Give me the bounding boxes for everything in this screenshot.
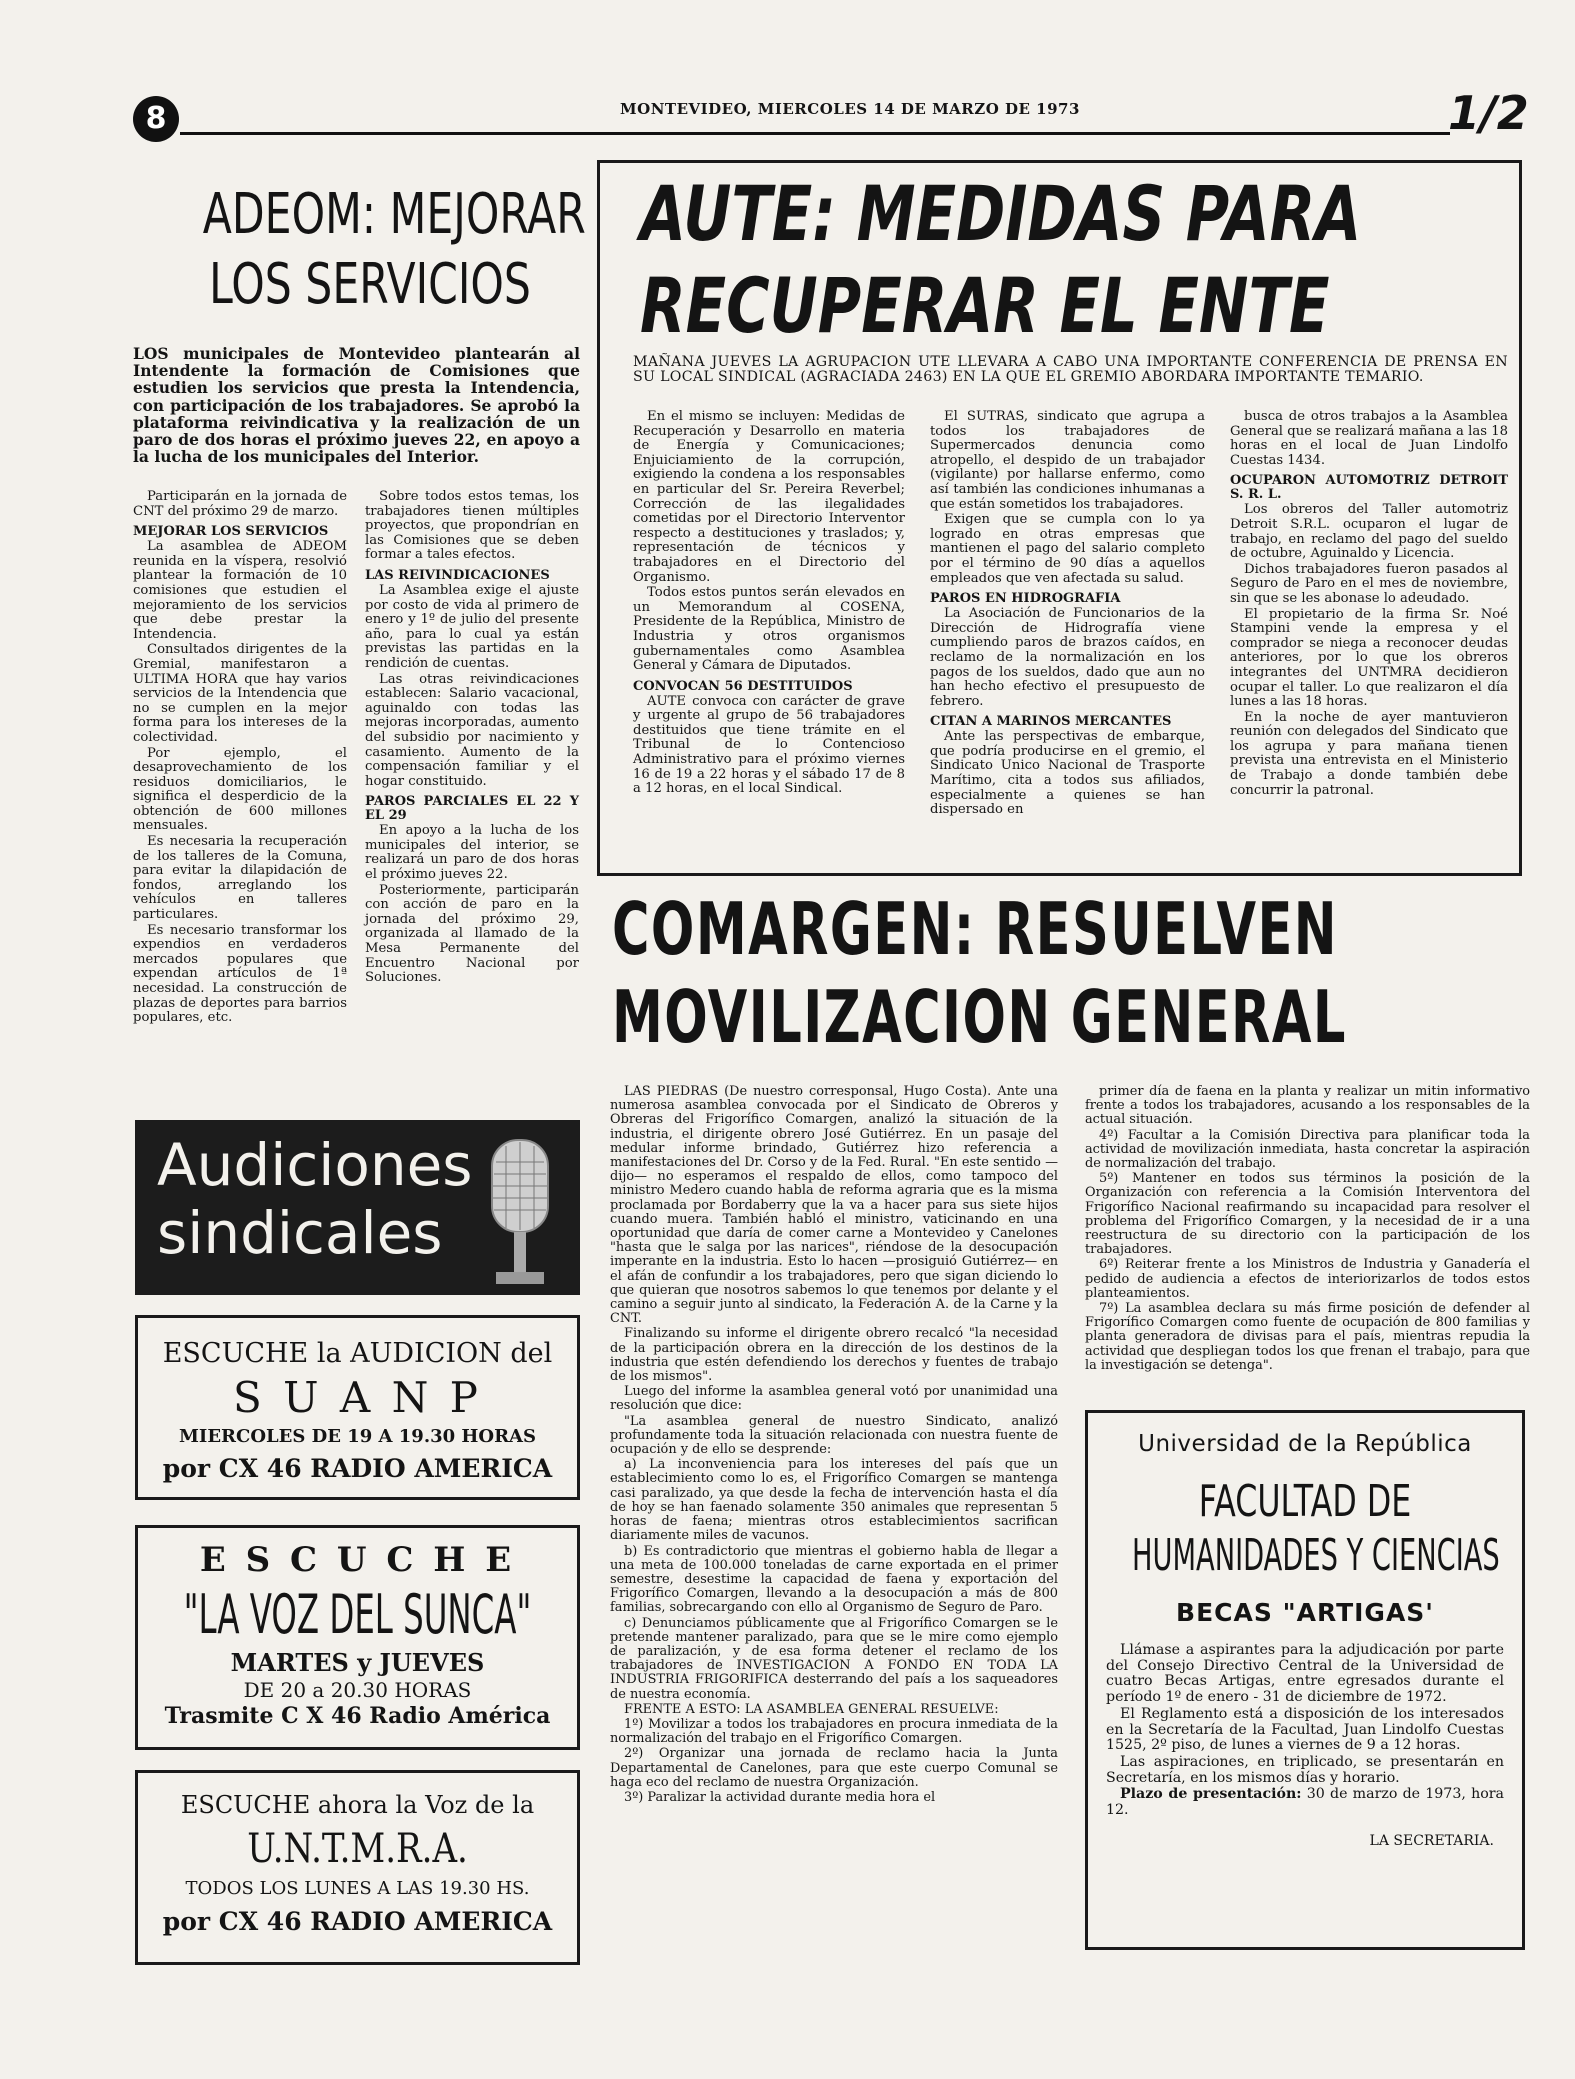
- ad-suanp-line4: por CX 46 RADIO AMERICA: [162, 1454, 553, 1483]
- ad-sunca-line4: DE 20 a 20.30 HORAS: [243, 1678, 472, 1702]
- paragraph: La Asociación de Funcionarios de la Dirección de Hidrografía viene cumpliendo paros de brazos caídos, en reclamo de la normalización en los pagos de los sueldos, dado que aun no han hecho efectivo el presupuesto de febrero.: [930, 606, 1205, 709]
- audiciones-line1: Audiciones: [157, 1131, 473, 1199]
- ad-sunca-line1: E S C U C H E: [199, 1540, 516, 1580]
- aute-col3: [1230, 410, 1508, 799]
- aute-headline: [640, 168, 1500, 352]
- paragraph: El SUTRAS, sindicato que agrupa a todos los trabajadores de Supermercados denuncia como atropello, el despido de un trabajador (vigilante) por hallarse enfermo, como así también las condiciones inhumanas a que están sometidos los trabajadores.: [930, 409, 1205, 512]
- comargen-headline-line1: COMARGEN: RESUELVEN: [612, 887, 1338, 971]
- page-number-badge: 8: [133, 96, 179, 142]
- subheading: CITAN A MARINOS MERCANTES: [930, 714, 1172, 730]
- ad-untmra-line2: U.N.T.M.R.A.: [247, 1826, 468, 1872]
- paragraph: La asamblea de ADEOM reunida en la víspera, resolvió plantear la formación de 10 comisiones que estudien el mejoramiento de los servicios que debe prestar la Intendencia.: [133, 539, 347, 642]
- ad-untmra-line4: por CX 46 RADIO AMERICA: [162, 1907, 553, 1936]
- subheading: OCUPARON AUTOMOTRIZ DETROIT S. R. L.: [1230, 473, 1508, 503]
- paragraph: a) La inconveniencia para los intereses del país que un establecimiento como lo es, el Frigorífico Comargen se mantenga casi paralizado, ya que desde la fecha de intervención hasta el día de hoy se han faenado solamente 350 animales que representan 5 horas de faena; mientras otros establecimientos sacrifican diariamente miles de vacunos.: [610, 1457, 1058, 1544]
- paragraph: Los obreros del Taller automotriz Detroit S.R.L. ocuparon el lugar de trabajo, en reclamo del pago del sueldo de octubre, Aguinaldo y Licencia.: [1230, 502, 1508, 562]
- university-line2: FACULTAD DE: [1198, 1476, 1412, 1527]
- university-line1: Universidad de la República: [1138, 1431, 1472, 1457]
- paragraph: 3º) Paralizar la actividad durante media hora el: [624, 1789, 936, 1805]
- university-p4: [1106, 1787, 1504, 1818]
- subheading: CONVOCAN 56 DESTITUIDOS: [633, 678, 853, 694]
- aute-lead: MAÑANA JUEVES LA AGRUPACION UTE LLEVARA A CABO UNA IMPORTANTE CONFERENCIA DE PRENSA EN SU LOCAL SINDICAL (AGRACIADA 2463) EN LA QUE EL GREMIO ABORDARA IMPORTANTE TEMARIO.: [633, 354, 1508, 385]
- paragraph: Es necesario transformar los expendios en verdaderos mercados populares que expendan artículos de 1ª necesidad. La construcción de plazas de deportes para barrios populares, etc.: [133, 922, 347, 1026]
- paragraph: Sobre todos estos temas, los trabajadores tienen múltiples proyectos, que propondrían en las Comisiones que se deben formar a tales efectos.: [365, 489, 579, 563]
- adeom-col2: [365, 490, 579, 987]
- paragraph: 5º) Mantener en todos sus términos la posición de la Organización con referencia a la Comisión Interventora del Frigorífico Nacional reafirmando su incapacidad para resolver el problema del Frigorífico Comargen, y la necesidad de ir a una reestructura de su directorio con la participación de los trabajadores.: [1085, 1171, 1530, 1258]
- paragraph: Dichos trabajadores fueron pasados al Seguro de Paro en el mes de noviembre, sin que se les abonase lo adeudado.: [1230, 561, 1508, 606]
- paragraph: Por ejemplo, el desaprovechamiento de los residuos domiciliarios, le significa el desperdicio de la obtención de 600 millones mensuales.: [133, 745, 347, 834]
- paragraph: En la noche de ayer mantuvieron reunión con delegados del Sindicato que los agrupa y para mañana tienen prevista una entrevista en el Ministerio de Trabajo a donde también debe concurrir la patronal.: [1230, 709, 1508, 798]
- paragraph: Las otras reivindicaciones establecen: Salario vacacional, aguinaldo con todas las mejoras incorporadas, aumento del subsidio por nacimiento y casamiento. Aumento de la compensación familiar y el hogar constituido.: [365, 671, 579, 789]
- university-p2: El Reglamento está a disposición de los interesados en la Secretaría de la Facultad, Juan Lindolfo Cuestas 1525, 2º piso, de lunes a viernes de 9 a 12 horas.: [1106, 1705, 1504, 1754]
- comargen-headline: [612, 885, 1532, 1061]
- paragraph: busca de otros trabajos a la Asamblea General que se realizará mañana a las 18 horas en el local de Juan Lindolfo Cuestas 1434.: [1230, 409, 1508, 468]
- aute-headline-line1: AUTE: MEDIDAS PARA: [640, 169, 1362, 258]
- university-p1: Llámase a aspirantes para la adjudicación por parte del Consejo Directivo Central de la Universidad de cuatro Becas Artigas, entre egresados durante el período 1º de enero - 31 de diciembre de 1972.: [1106, 1642, 1504, 1706]
- paragraph: 4º) Facultar a la Comisión Directiva para planificar toda la actividad de movilización inmediata, hasta concretar la aspiración de normalización del trabajo.: [1085, 1127, 1530, 1172]
- microphone-icon: [470, 1132, 570, 1292]
- paragraph: Exigen que se cumpla con lo ya logrado en otras empresas que mantienen el pago del salario completo por el término de 90 días a aquellos empleados que ven afectada su salud.: [930, 512, 1205, 586]
- paragraph: Posteriormente, participarán con acción de paro en la jornada del próximo 29, organizada al llamado de la Mesa Permanente del Encuentro Nacional por Soluciones.: [365, 882, 579, 986]
- ad-untmra-line3: TODOS LOS LUNES A LAS 19.30 HS.: [185, 1878, 530, 1899]
- ad-sunca-line2: "LA VOZ DEL SUNCA": [183, 1583, 532, 1646]
- ad-untmra: [135, 1770, 580, 1965]
- ad-sunca-line5: Trasmite C X 46 Radio América: [164, 1703, 551, 1729]
- paragraph: En el mismo se incluyen: Medidas de Recuperación y Desarrollo en materia de Energía y Comunicaciones; Enjuiciamiento de la corrupción, exigiendo la condena a los responsables en particular del Sr. Pereira Reverbel; Corrección de las ilegalidades cometidas por el Directorio Interventor respecto a destituciones y traslados; y, representación de técnicos y trabajadores en el Directorio del Organismo.: [633, 409, 905, 585]
- paragraph: 7º) La asamblea declara su más firme posición de defender al Frigorífico Comargen como fuente de ocupación de 800 familias y planta generadora de divisas para el país, mientras repudia la actividad que despliegan todos los que frenan el trabajo, para que la investigación se detenga".: [1085, 1301, 1530, 1373]
- comargen-headline-line2: MOVILIZACION GENERAL: [612, 975, 1347, 1059]
- ad-suanp-line1: ESCUCHE la AUDICION del: [162, 1338, 553, 1369]
- paragraph: AUTE convoca con carácter de grave y urgente al grupo de 56 trabajadores destituidos que tiene trámite en el Tribunal de lo Contencioso Administrativo para el próximo viernes 16 de 19 a 22 horas y el sábado 17 de 8 a 12 horas, en el local Sindical.: [633, 693, 905, 797]
- subheading: PAROS EN HIDROGRAFIA: [930, 591, 1121, 607]
- audiciones-sindicales-banner: [135, 1120, 580, 1295]
- newspaper-logo: 1/2: [1448, 86, 1529, 140]
- paragraph: Participarán en la jornada de CNT del próximo 29 de marzo.: [133, 489, 347, 519]
- university-signature: LA SECRETARIA.: [1369, 1832, 1494, 1849]
- ad-suanp: [135, 1315, 580, 1500]
- university-p4-value: 30 de marzo de 1973, hora 12.: [1106, 1786, 1504, 1819]
- paragraph: FRENTE A ESTO: LA ASAMBLEA GENERAL RESUELVE:: [624, 1701, 999, 1717]
- university-line4: BECAS "ARTIGAS': [1176, 1598, 1434, 1627]
- aute-headline-line2: RECUPERAR EL ENTE: [640, 261, 1330, 350]
- paragraph: El propietario de la firma Sr. Noé Stampini vende la empresa y el comprador se niega a reconocer deudas anteriores, por lo que los obreros integrantes del UNTMRA decidieron ocupar el taller. Lo que realizaron el día lunes a las 18 horas.: [1230, 606, 1508, 710]
- ad-sunca: [135, 1525, 580, 1750]
- paragraph: c) Denunciamos públicamente que al Frigorífico Comargen se le pretende mantener paralizado, para que se le mire como ejemplo de paralización, y de esa forma detener el reclamo de los trabajadores de INVESTIGACION A FONDO EN TODA LA INDUSTRIA FRIGORIFICA desterrando del país a los saqueadores de nuestra economía.: [610, 1615, 1058, 1702]
- header-rule: [180, 132, 1450, 135]
- adeom-headline: [150, 180, 590, 320]
- university-notice: [1085, 1410, 1525, 1950]
- comargen-col2: [1085, 1085, 1530, 1374]
- university-line3: HUMANIDADES Y CIENCIAS: [1132, 1530, 1500, 1581]
- paragraph: La Asamblea exige el ajuste por costo de vida al primero de enero y 1º de julio del presente año, para lo cual ya están previstas las partidas en la rendición de cuentas.: [365, 582, 579, 671]
- subheading: LAS REIVINDICACIONES: [365, 567, 550, 583]
- paragraph: Es necesaria la recuperación de los talleres de la Comuna, para evitar la dilapidación de fondos, arreglando los vehículos en talleres particulares.: [133, 834, 347, 923]
- university-p4-label: Plazo de presentación:: [1120, 1786, 1302, 1803]
- comargen-col1: [610, 1085, 1058, 1806]
- ad-suanp-line2: S U A N P: [233, 1373, 482, 1422]
- paragraph: LAS PIEDRAS (De nuestro corresponsal, Hugo Costa). Ante una numerosa asamblea convocada por el Sindicato de Obreros y Obreras del Frigorífico Comargen, analizó la situación de la industria, el dirigente obrero José Gutiérrez. En un pasaje del medular informe brindado, Gutiérrez hizo referencia a manifestaciones del Dr. Corso y de la Fed. Rural. "En este sentido —dijo— no esperamos el respaldo de ellos, como tampoco del ministro Medero cuando habla de reforma agraria que es la misma proclamada por Bordaberry que la va a hacer para sus siete hijos cuando muera. También habló el ministro, vaticinando en una oportunidad que daría de comer carne a Montevideo y Canelones "hasta que le salga por las narices", riéndose de la desocupación imperante en la industria. Esto lo hacen —prosiguió Gutiérrez— en el afán de confundir a los trabajadores, pero que sigan diciendo lo que quieran que nosotros sabemos lo que tenemos por delante y el camino a seguir junto al sindicato, la Federación A. de la Carne y la CNT.: [610, 1084, 1058, 1327]
- paragraph: Finalizando su informe el dirigente obrero recalcó "la necesidad de la participación obrera en la dirección de los destinos de la industria que estén defendiendo los derechos y fuentes de trabajo de los mismos".: [610, 1326, 1058, 1385]
- subheading: MEJORAR LOS SERVICIOS: [133, 524, 329, 540]
- paragraph: En apoyo a la lucha de los municipales del interior, se realizará un paro de dos horas el próximo jueves 22.: [365, 823, 579, 883]
- paragraph: 2º) Organizar una jornada de reclamo hacia la Junta Departamental de Canelones, para que este cuerpo Comunal se haga eco del reclamo de nuestra Organización.: [610, 1746, 1058, 1790]
- ad-suanp-line3: MIERCOLES DE 19 A 19.30 HORAS: [178, 1426, 537, 1447]
- university-p3: Las aspiraciones, en triplicado, se presentarán en Secretaría, en los mismos días y horario.: [1106, 1753, 1504, 1786]
- ad-untmra-line1: ESCUCHE ahora la Voz de la: [180, 1791, 535, 1819]
- paragraph: "La asamblea general de nuestro Sindicato, analizó profundamente toda la situación relacionada con nuestra fuente de ocupación y de ello se desprende:: [610, 1413, 1058, 1458]
- adeom-headline-line1: ADEOM: MEJORAR: [202, 182, 586, 247]
- paragraph: b) Es contradictorio que mientras el gobierno habla de llegar a una meta de 100.000 toneladas de carne exportada en el primer semestre, desestime la capacidad de faena y exportación del Frigorífico Comargen, llevando a la desocupación a más de 800 familias, sobrecargando con ello al Organismo de Seguro de Paro.: [610, 1543, 1058, 1616]
- paragraph: primer día de faena en la planta y realizar un mitin informativo frente a todos los trabajadores, acusando a los responsables de la actual situación.: [1085, 1084, 1530, 1128]
- adeom-col1: [133, 490, 347, 1027]
- paragraph: Luego del informe la asamblea general votó por unanimidad una resolución que dice:: [610, 1384, 1058, 1414]
- adeom-lead: LOS municipales de Montevideo plantearán al Intendente la formación de Comisiones que estudien los servicios que presta la Intendencia, con participación de los trabajadores. Se aprobó la plataforma reivindicativa y la realización de un paro de dos horas el próximo jueves 22, en apoyo a la lucha de los municipales del Interior.: [133, 344, 580, 467]
- adeom-headline-line2: LOS SERVICIOS: [209, 252, 531, 317]
- paragraph: Todos estos puntos serán elevados en un Memorandum al COSENA, Presidente de la República, Ministro de Industria y otros organismos gubernamentales como Asamblea General y Cámara de Diputados.: [633, 585, 905, 674]
- paragraph: 1º) Movilizar a todos los trabajadores en procura inmediata de la normalización del trabajo en el Frigorífico Comargen.: [610, 1716, 1058, 1747]
- paragraph: 6º) Reiterar frente a los Ministros de Industria y Ganadería el pedido de audiencia a efectos de interiorizarlos de todos estos planteamientos.: [1085, 1257, 1530, 1301]
- aute-col1: [633, 410, 905, 798]
- dateline: MONTEVIDEO, MIERCOLES 14 DE MARZO DE 1973: [620, 100, 1080, 118]
- audiciones-line2: sindicales: [157, 1199, 443, 1267]
- aute-col2: [930, 410, 1205, 819]
- paragraph: Ante las perspectivas de embarque, que podría producirse en el gremio, el Sindicato Unico Nacional de Trasporte Marítimo, cita a todos sus afiliados, especialmente a quienes se han dispersado en: [930, 729, 1205, 818]
- ad-sunca-line3: MARTES y JUEVES: [230, 1648, 485, 1677]
- paragraph: Consultados dirigentes de la Gremial, manifestaron a ULTIMA HORA que hay varios servicios de la Intendencia que no se cumplen en la mejor forma para los intereses de la colectividad.: [133, 642, 347, 745]
- subheading: PAROS PARCIALES EL 22 Y EL 29: [365, 794, 579, 824]
